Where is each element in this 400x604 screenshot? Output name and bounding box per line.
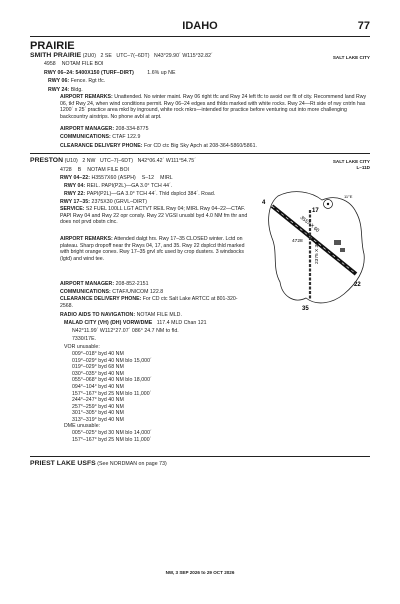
vor-unusable-item: 019°–029° byd 68 NM bbox=[72, 364, 124, 371]
malad-frequency: 117.4 MLD Chan 121 bbox=[156, 320, 207, 326]
chart-ref-code: L–11D bbox=[356, 164, 370, 170]
airport-coords: N43°29.90´ W115°32.82´ bbox=[154, 53, 213, 59]
remarks-text: Attended dalgt hrs. Rwy 17–35 CLOSED winter. Lctd on plateau. Sharp dropoff near thr Rwys 04, 17, and 35. Rwy 22 dsplcd thld marked with bright orange cones. Rwy 17–35 grvl sfc used by crop dusters. 3 windsocks (lgtd) and wind tee. bbox=[60, 236, 245, 262]
elevation: 4958 bbox=[44, 61, 56, 67]
service-text: S2 FUEL 100LL LGT ACTVT REIL Rwy 04; MIRL Rwy 04–22—CTAF. PAPI Rwy 04 and Rwy 22 opr consly. Rwy 22 VGSI unusbl byd 4.0 NM fm thr and does not prvd obstn clnc. bbox=[60, 206, 248, 226]
airport-remarks bbox=[60, 236, 248, 262]
malad-label: MALAD CITY (VH) (DH) VORW/DME bbox=[64, 320, 153, 326]
vor-unusable-item: 019°–029° byd 40 NM blo 15,000´ bbox=[72, 357, 152, 364]
airport-remarks bbox=[60, 94, 370, 120]
runway-end-17: 17 bbox=[312, 208, 319, 214]
hangar-building-icon bbox=[334, 240, 341, 245]
runway-end-35: 35 bbox=[302, 306, 309, 312]
radio-aids-line bbox=[60, 312, 182, 319]
airport-manager-line bbox=[60, 126, 149, 133]
runway-lights: MIRL bbox=[160, 175, 173, 181]
vor-unusable-heading: VOR unusable: bbox=[64, 344, 100, 350]
dme-unusable-heading: DME unusable: bbox=[64, 423, 101, 429]
airport-location: 2 NW bbox=[82, 158, 96, 164]
elevation: 4728 bbox=[60, 167, 72, 173]
airport-id: (2U0) bbox=[82, 53, 96, 59]
communications-value: CTAF/UNICOM 122.8 bbox=[112, 289, 164, 295]
airport-id: (U10) bbox=[64, 158, 78, 164]
manager-label: AIRPORT MANAGER: bbox=[60, 281, 115, 287]
clearance-value: For CD ctc Salt Lake ARTCC at 801-320-2568. bbox=[60, 296, 238, 309]
manager-phone: 208-334-8775 bbox=[115, 126, 149, 132]
chart-reference: SALT LAKE CITY bbox=[332, 55, 370, 60]
entry-separator bbox=[30, 153, 370, 154]
elevation-line bbox=[60, 167, 129, 174]
magnetic-variation: 11°E bbox=[344, 194, 353, 199]
vor-unusable-item: 055°–068° byd 40 NM blo 18,000´ bbox=[72, 377, 152, 384]
page-header bbox=[30, 20, 370, 34]
chart-reference bbox=[333, 159, 370, 171]
runway-end-22: 22 bbox=[354, 282, 361, 288]
runway-spec: H3557X60 (ASPH) bbox=[91, 175, 136, 181]
priest-lake-line bbox=[30, 461, 167, 468]
malad-vor-line bbox=[64, 320, 207, 327]
remarks-label: AIRPORT REMARKS: bbox=[60, 236, 113, 242]
wind-indicator-center-icon bbox=[327, 203, 329, 205]
runway-main-dims: 3557 X 60 bbox=[298, 214, 321, 234]
communications-label: COMMUNICATIONS: bbox=[60, 289, 111, 295]
runway-22-info: PAPI(P2L)—GA 3.0° TCH 44´. Thld dsplcd 384´. Road. bbox=[86, 191, 216, 197]
elevation-line bbox=[44, 61, 104, 68]
runway-04-line bbox=[64, 183, 172, 190]
communications-line bbox=[60, 289, 163, 296]
airport-timezone: UTC–7(–6DT) bbox=[99, 158, 134, 164]
communications-line bbox=[60, 134, 140, 141]
dme-unusable-item: 005°–025° byd 30 NM blo 14,000´ bbox=[72, 430, 152, 436]
airport-manager-line bbox=[60, 281, 149, 288]
vor-unusable-list bbox=[72, 351, 152, 424]
airport-diagram bbox=[248, 182, 370, 312]
diagram-elevation: 4728 bbox=[292, 239, 303, 244]
header-rule bbox=[30, 36, 370, 37]
malad-position: N42°11.99´ W112°27.07´ 086° 24.7 NM to fld. bbox=[72, 328, 179, 334]
page-number: 77 bbox=[357, 20, 370, 32]
clearance-line bbox=[60, 143, 257, 150]
radio-aids-value: NOTAM FILE MLD. bbox=[136, 312, 182, 318]
vor-unusable-item: 257°–259° byd 40 NM bbox=[72, 403, 124, 410]
runway-spec: RWY 06–24: 5400X150 (TURF–DIRT) bbox=[44, 70, 134, 76]
runway-04-info: REIL. PAPI(P2L)—GA 3.0° TCH 44´. bbox=[86, 183, 173, 189]
vor-unusable-item: 009°–018° byd 40 NM bbox=[72, 351, 124, 357]
smith-prairie-title-line bbox=[30, 53, 213, 60]
dme-unusable-list bbox=[72, 430, 152, 443]
manager-label: AIRPORT MANAGER: bbox=[60, 126, 115, 132]
dme-unusable-item: 157°–167° byd 25 NM blo 11,000´ bbox=[72, 436, 152, 443]
clearance-label: CLEARANCE DELIVERY PHONE: bbox=[60, 143, 143, 149]
runway-24-info: Bldg. bbox=[70, 87, 83, 93]
runway-06-info: Fence. Rgt tfc. bbox=[70, 78, 106, 84]
communications-label: COMMUNICATIONS: bbox=[60, 134, 111, 140]
notam-file: NOTAM FILE BOI bbox=[87, 167, 130, 173]
runway-label: RWY 04–22: bbox=[60, 175, 91, 181]
vor-unusable-item: 157°–167° byd 25 NM blo 11,000´ bbox=[72, 390, 152, 397]
runway-line bbox=[44, 70, 175, 77]
entry-separator bbox=[30, 456, 370, 457]
runway-24-label: RWY 24: bbox=[48, 87, 70, 93]
building-icon bbox=[340, 248, 345, 252]
chart-ref-name: SALT LAKE CITY bbox=[332, 159, 370, 164]
runway-22-label: RWY 22: bbox=[64, 191, 86, 197]
vor-unusable-item: 030°–035° byd 40 NM bbox=[72, 370, 124, 377]
preston-title-line bbox=[30, 158, 196, 165]
runway-grade: 1.6% up NE bbox=[147, 70, 176, 76]
airport-name[interactable]: SMITH PRAIRIE bbox=[30, 52, 82, 59]
runway-06-line bbox=[48, 78, 105, 85]
page-footer: NW, 3 SEP 2026 to 29 OCT 2026 bbox=[165, 570, 235, 575]
airport-name[interactable]: PRESTON bbox=[30, 157, 64, 164]
remarks-label: AIRPORT REMARKS: bbox=[60, 94, 113, 100]
runway-end-04: 4 bbox=[262, 200, 266, 206]
manager-phone: 208-852-2151 bbox=[115, 281, 149, 287]
fuel-code: B bbox=[77, 167, 82, 173]
clearance-line bbox=[60, 296, 246, 309]
service-info bbox=[60, 206, 248, 226]
communications-value: CTAF 122.9 bbox=[112, 134, 141, 140]
vor-unusable-item: 313°–319° byd 40 NM bbox=[72, 416, 124, 423]
airport-location: 2 SE bbox=[100, 53, 112, 59]
airport-coords: N42°06.42´ W111°54.75´ bbox=[137, 158, 196, 164]
clearance-label: CLEARANCE DELIVERY PHONE: bbox=[60, 296, 142, 302]
vor-unusable-item: 094°–104° byd 40 NM bbox=[72, 383, 124, 390]
state-name: IDAHO bbox=[182, 20, 218, 32]
clearance-value: For CD ctc Big Sky Apch at 208-364-5860/5861. bbox=[144, 143, 258, 149]
region-heading: PRAIRIE bbox=[30, 40, 75, 52]
runway-17-35-label: RWY 17–35: bbox=[60, 199, 91, 205]
runway-06-label: RWY 06: bbox=[48, 78, 70, 84]
airport-timezone: UTC–7(–6DT) bbox=[116, 53, 150, 59]
runway-04-label: RWY 04: bbox=[64, 183, 86, 189]
service-label: SERVICE: bbox=[60, 206, 85, 212]
cross-reference[interactable]: (See NORDMAN on page 73) bbox=[97, 461, 167, 467]
runway-line bbox=[60, 175, 173, 182]
remarks-text: Unattended. No winter maint. Rwy 06 right tfc and Rwy 24 left tfc to avoid ovr flt of city. Recommend land Rwy 06, tkf Rwy 24, when wind conditions permit. Rwy 06–24 edges and thlds marked with white rocks. Rwy 24—Rt side of rwy cntrln has 1200´ x 25´ practice area mkd by inground, white rock mkrs—intended for practice before venturing out into more challenging backcountry airstrips. No phone avbl at arpt. bbox=[60, 94, 367, 120]
vor-unusable-item: 301°–305° byd 40 NM bbox=[72, 410, 124, 417]
airport-name[interactable]: PRIEST LAKE USFS bbox=[30, 460, 96, 467]
malad-elevation: 7330/17E. bbox=[72, 336, 97, 342]
vor-unusable-item: 244°–247° byd 40 NM bbox=[72, 397, 124, 404]
runway-24-line bbox=[48, 87, 83, 94]
runway-side-dims: 2375 X 30 bbox=[315, 242, 320, 264]
notam-file: NOTAM FILE BOI bbox=[61, 61, 104, 67]
runway-strength: S–12 bbox=[141, 175, 155, 181]
radio-aids-label: RADIO AIDS TO NAVIGATION: bbox=[60, 312, 136, 318]
runway-17-35-info: 2375X30 (GRVL–DIRT) bbox=[91, 199, 148, 205]
runway-17-35-line bbox=[60, 199, 147, 206]
runway-22-line bbox=[64, 191, 215, 198]
